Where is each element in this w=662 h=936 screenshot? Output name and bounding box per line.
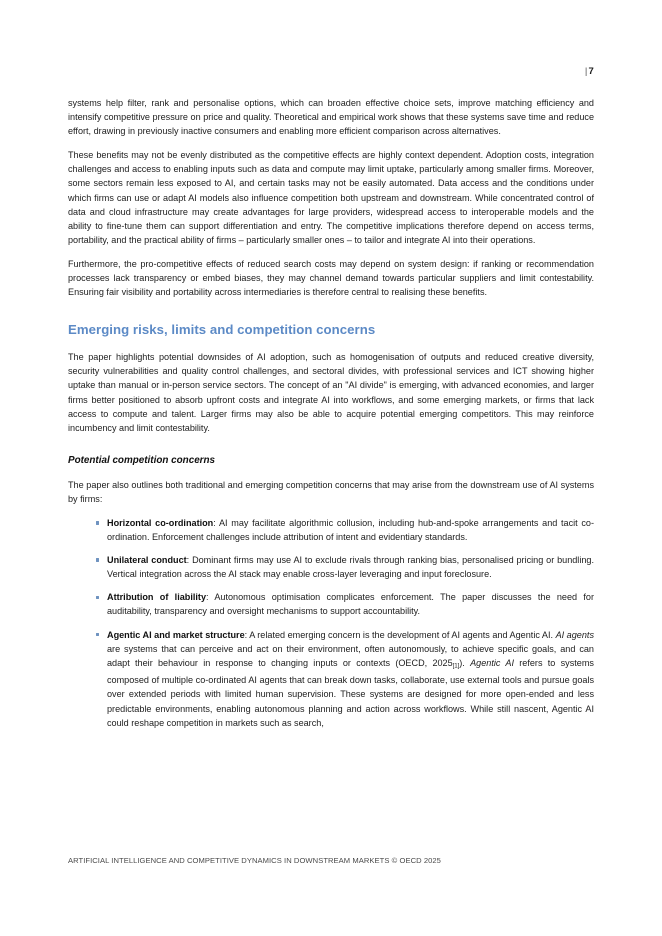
section-intro-paragraph: The paper highlights potential downsides of AI adoption, such as homogenisation of outputs and reduced creative diversity, security vulnerabilities and quality control challenges, and sectoral divides, with professional services and ICT showing higher uptake than manual or in-person service sectors. The concept of an "AI divide" is emerging, with advanced economies, and larger firms better positioned to absorb upfront costs and integrate AI into workflows, and some emerging markets, or firms that lack access to compute and talent. Larger firms may also be able to acquire potential emerging competitors. This may reinforce incumbency and limit contestability. [68,352,594,433]
paragraph-1: systems help filter, rank and personalise options, which can broaden effective choice sets, improve matching efficiency and intensify competitive pressure on price and quality. Theoretical and empirical work shows that these systems save time and reduce effort, drawing in previously inactive consumers and enabling more efficient comparison across alternatives. [68,98,594,137]
list-item [68,553,594,581]
bullet-text-segment-4: refers to systems composed of multiple co-ordinated AI agents that can break down tasks, collaborate, use external tools and pursue goals over extended periods with limited human supervision. These systems are designed for more open-ended and less predictable environments, enabling autonomous planning and action across workflows. While still nascent, Agentic AI could reshape competition in markets such as search, [107,657,594,728]
bullet-separator: : [244,629,250,640]
list-item [68,516,594,544]
paragraph-2: These benefits may not be evenly distributed as the competitive effects are highly context dependent. Adoption costs, integration challenges and access to enabling inputs such as data and compute may limit uptake, particularly among smaller firms. Moreover, some sectors remain less exposed to AI, and certain tasks may not be easily automated. Data access and the conditions under which firms can use or adapt AI models also influence competition both upstream and downstream. While concentrated control of data and cloud infrastructure may create advantages for large providers, widespread access to interoperable models and the ability to fine-tune them can support differentiation and entry. The competitive implications therefore depend on access terms, portability, and the practical ability of firms – particularly smaller ones – to tailor and integrate AI into their operations. [68,150,594,245]
subsection-heading: Potential competition concerns [68,454,216,466]
bullet-text-segment-3: ). [459,657,471,668]
bullet-term: Horizontal co-ordination [107,517,214,528]
page-header [68,66,594,77]
page-number: 7 [588,66,594,77]
citation-reference[interactable]: [1] [452,662,460,670]
competition-concerns-list [68,516,594,730]
bullet-text-segment-2: are systems that can perceive and act on their environment, often autonomously, to achieve specific goals, and can adapt their behaviour in response to changing inputs or contexts (OECD, 2025 [107,643,594,668]
page-number-separator: | [584,66,588,77]
bullet-separator: : [186,555,193,566]
paragraph-3: Furthermore, the pro-competitive effects of reduced search costs may depend on system design: if ranking or recommendation processes lack transparency or embed biases, they may channel demand towards particular suppliers and limit contestability. Ensuring fair visibility and portability across intermediaries is therefore central to realising these benefits. [68,258,594,298]
bullet-marker-icon [96,633,99,636]
bullet-italic-term-1: AI agents [555,629,594,640]
bullet-text: Dominant firms may use AI to exclude rivals through ranking bias, personalised pricing or bundling. Vertical integration across the AI stack may enable cross-layer leveraging and input foreclosure. [107,555,594,580]
bullet-marker-icon [96,521,99,524]
bullet-text: Autonomous optimisation complicates enforcement. The paper discusses the need for auditability, transparency and oversight mechanisms to support accountability. [107,592,594,617]
bullet-term: Attribution of liability [107,592,206,603]
list-item [68,590,594,618]
section-heading: Emerging risks, limits and competition concerns [68,322,376,338]
list-item [68,628,594,730]
bullet-marker-icon [96,558,99,561]
bullet-text-segment-1: A related emerging concern is the development of AI agents and Agentic AI. [249,629,556,640]
bullet-term: Unilateral conduct [107,555,187,566]
bullet-marker-icon [96,596,99,599]
bullet-separator: : [213,517,219,528]
bullet-term: Agentic AI and market structure [107,629,245,640]
subsection-intro-paragraph: The paper also outlines both traditional and emerging competition concerns that may arise from the downstream use of AI systems by firms: [68,479,594,504]
page-content [68,96,594,730]
bullet-text: AI may facilitate algorithmic collusion, including hub-and-spoke arrangements and tacit co-ordination. Enforcement challenges include attribution of intent and evidentiary standards. [107,517,595,543]
bullet-separator: : [206,592,215,603]
page-footer: ARTIFICIAL INTELLIGENCE AND COMPETITIVE DYNAMICS IN DOWNSTREAM MARKETS © OECD 2025 [68,856,441,865]
bullet-italic-term-2: Agentic AI [470,657,514,668]
